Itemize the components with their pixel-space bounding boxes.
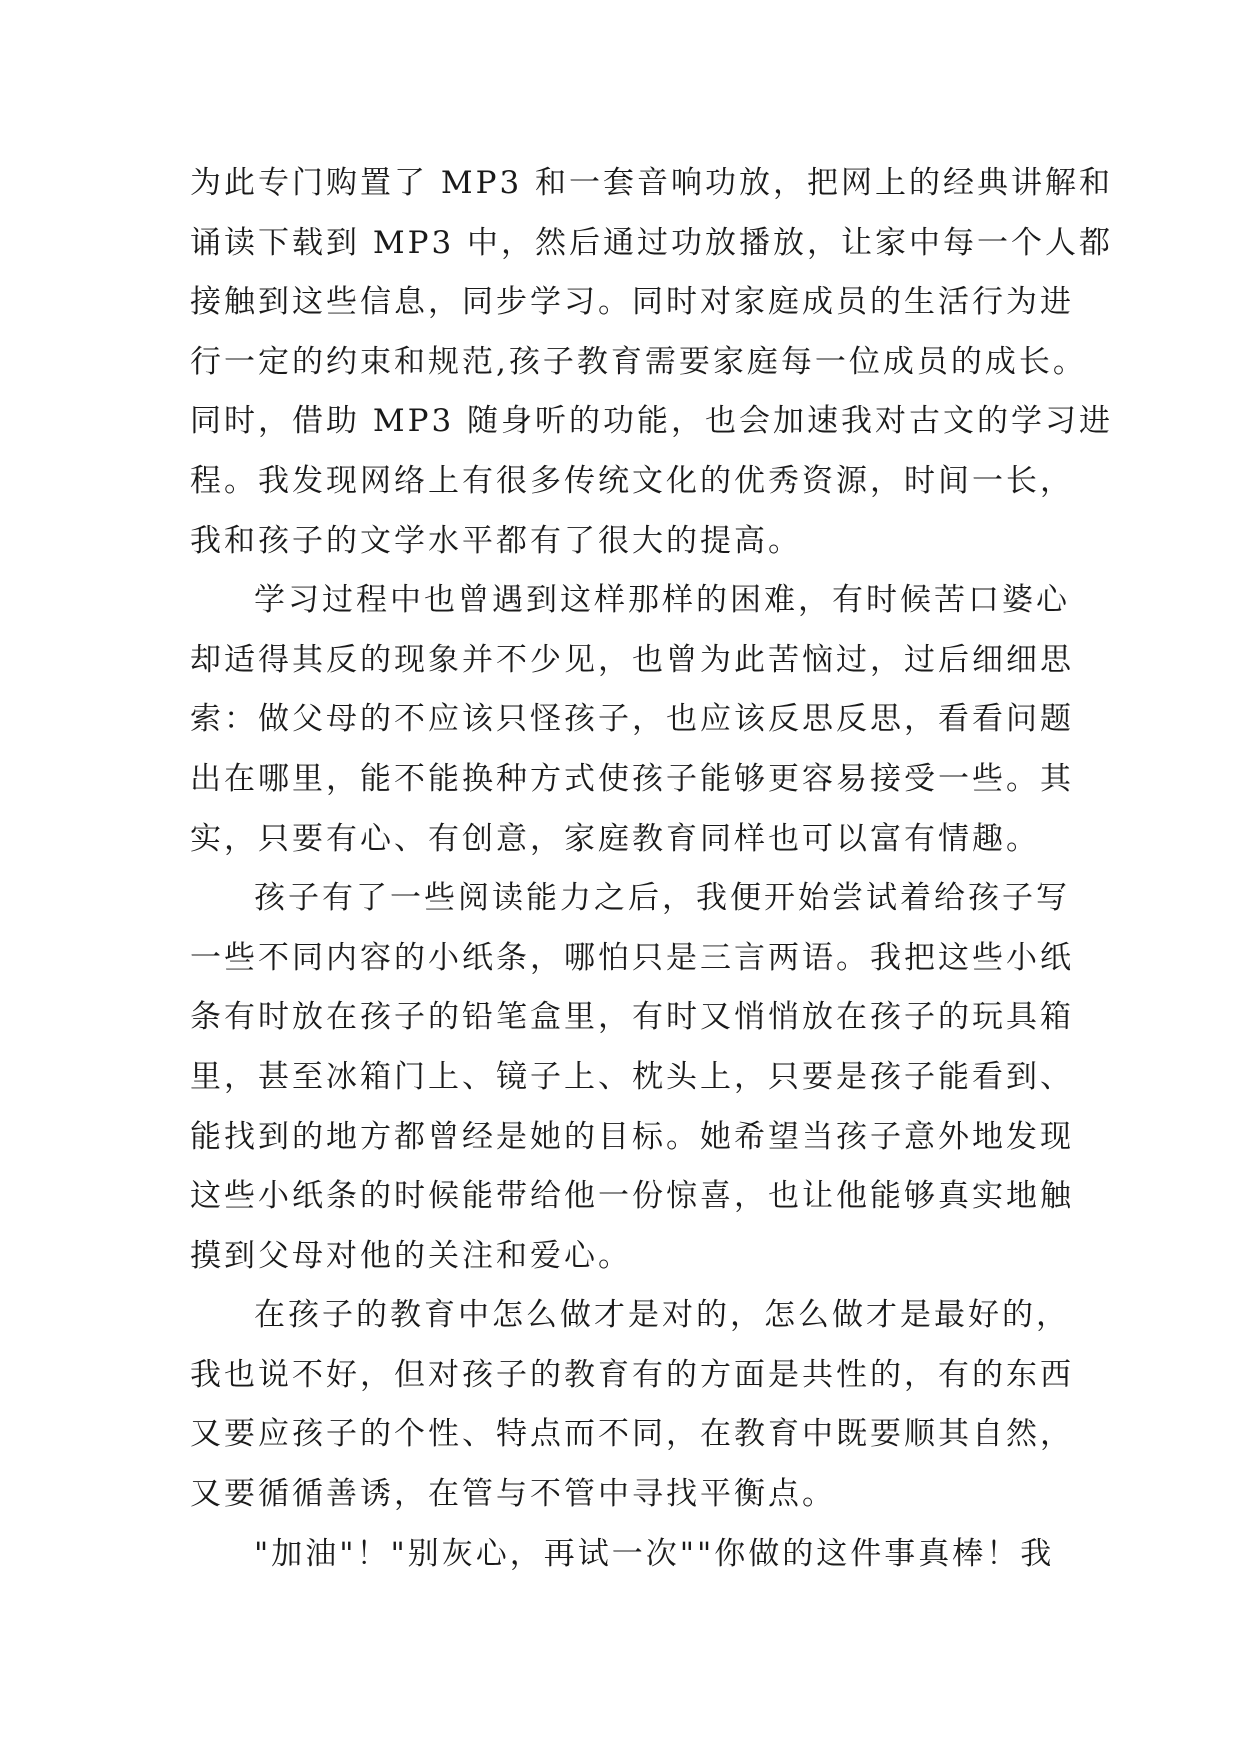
text-line: 摸到父母对他的关注和爱心。 [190,1237,632,1274]
paragraph-start-line: 在孩子的教育中怎么做才是对的，怎么做才是最好的， [254,1297,1070,1334]
paragraph-start-line: "加油"！"别灰心，再试一次""你做的这件事真棒！我 [254,1535,1055,1572]
text-line: 我也说不好，但对孩子的教育有的方面是共性的，有的东西 [190,1356,1074,1393]
text-line: 却适得其反的现象并不少见，也曾为此苦恼过，过后细细思 [190,641,1074,678]
text-line: 又要应孩子的个性、特点而不同，在教育中既要顺其自然， [190,1416,1074,1453]
text-line: 接触到这些信息，同步学习。同时对家庭成员的生活行为进 [190,284,1074,321]
text-line: 能找到的地方都曾经是她的目标。她希望当孩子意外地发现 [190,1118,1074,1155]
text-line: 里，甚至冰箱门上、镜子上、枕头上，只要是孩子能看到、 [190,1058,1074,1095]
text-line: 一些不同内容的小纸条，哪怕只是三言两语。我把这些小纸 [190,939,1074,976]
text-line: 同时，借助 MP3 随身听的功能，也会加速我对古文的学习进 [190,403,1114,440]
body-text [190,154,1114,1584]
paragraph-start-line: 学习过程中也曾遇到这样那样的困难，有时候苦口婆心 [254,582,1070,619]
text-line: 我和孩子的文学水平都有了很大的提高。 [190,522,802,559]
text-line: 诵读下载到 MP3 中，然后通过功放播放，让家中每一个人都 [190,224,1114,261]
paragraph-start-line: 孩子有了一些阅读能力之后，我便开始尝试着给孩子写 [254,880,1070,917]
text-line: 实，只要有心、有创意，家庭教育同样也可以富有情趣。 [190,820,1040,857]
text-line: 索：做父母的不应该只怪孩子，也应该反思反思，看看问题 [190,701,1074,738]
text-line: 出在哪里，能不能换种方式使孩子能够更容易接受一些。其 [190,760,1074,797]
text-line: 为此专门购置了 MP3 和一套音响功放，把网上的经典讲解和 [190,165,1114,201]
text-line: 这些小纸条的时候能带给他一份惊喜，也让他能够真实地触 [190,1178,1074,1215]
text-line: 行一定的约束和规范,孩子教育需要家庭每一位成员的成长。 [190,343,1087,380]
text-line: 又要循循善诱，在管与不管中寻找平衡点。 [190,1476,836,1513]
text-line: 程。我发现网络上有很多传统文化的优秀资源，时间一长， [190,462,1074,499]
text-line: 条有时放在孩子的铅笔盒里，有时又悄悄放在孩子的玩具箱 [190,999,1074,1036]
